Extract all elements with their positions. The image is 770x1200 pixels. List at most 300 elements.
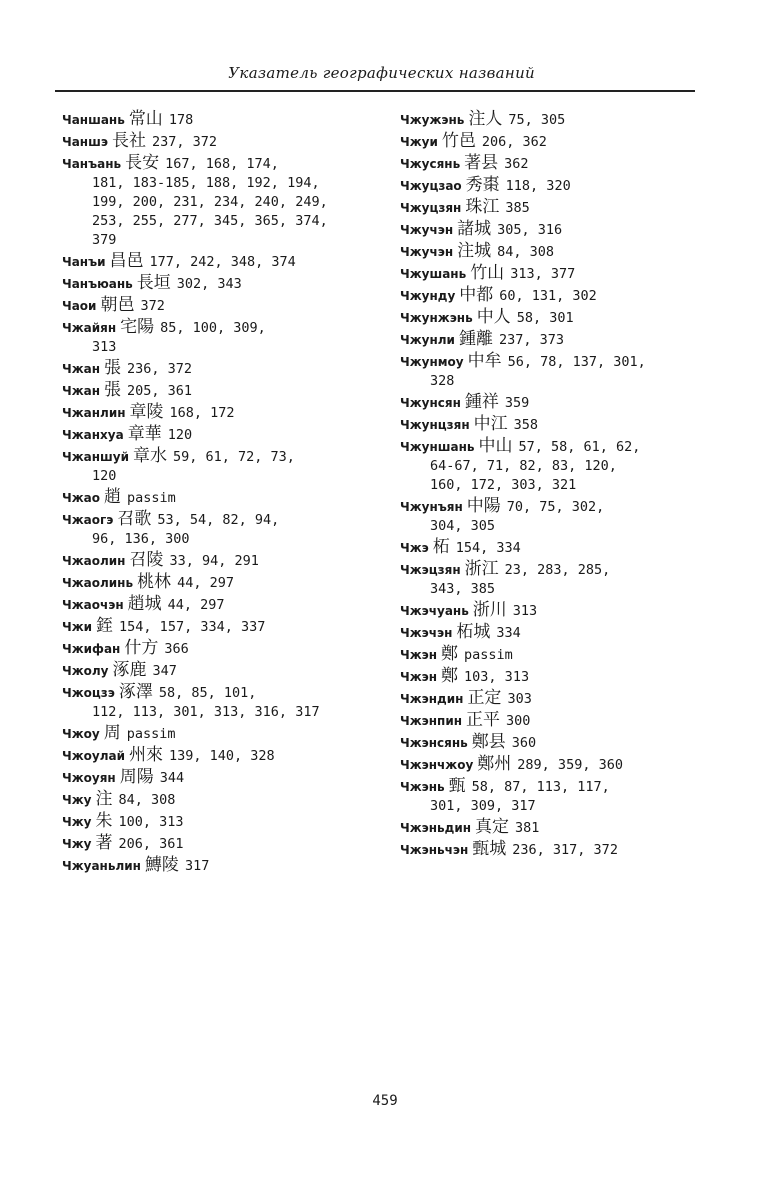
entry-term: Чжунжэнь [400,311,473,325]
entry-chinese-characters: 什方 [124,638,159,658]
entry-page-refs: 58, 85, 101, [158,685,257,701]
entry-term: Чжоуян [62,771,116,785]
entry-first-line [62,659,382,681]
entry-page-refs: 237, 373 [498,332,564,348]
index-entry [62,571,382,593]
entry-chinese-characters: 中牟 [467,351,502,371]
index-entry [62,722,382,744]
index-entry [62,593,382,615]
entry-page-refs: 253, 255, 277, 345, 365, 374, [92,213,328,229]
entry-page-refs: 301, 309, 317 [430,798,536,814]
entry-first-line [62,549,382,571]
entry-term: Чжэцзян [400,563,461,577]
entry-continuation-line [62,174,382,193]
entry-chinese-characters: 著县 [464,153,499,173]
entry-first-line [400,495,720,517]
index-entry [400,599,720,621]
entry-first-line [400,709,720,731]
entry-first-line [400,665,720,687]
index-entry [400,643,720,665]
entry-chinese-characters: 中人 [476,307,511,327]
entry-first-line [400,621,720,643]
entry-first-line [62,423,382,445]
entry-term: Чаои [62,299,97,313]
entry-chinese-characters: 宅陽 [120,317,155,337]
entry-chinese-characters: 甄城 [472,839,507,859]
index-entry [62,401,382,423]
entry-first-line [400,130,720,152]
entry-page-refs: 84, 308 [497,244,555,260]
index-entry [400,306,720,328]
entry-page-refs: 167, 168, 174, [165,156,279,172]
entry-page-refs: 120 [92,468,117,484]
entry-term: Чжунъян [400,500,463,514]
entry-term: Чжунду [400,289,456,303]
entry-first-line [62,571,382,593]
entry-chinese-characters: 趙 [103,487,121,507]
entry-chinese-characters: 長社 [111,131,146,151]
entry-chinese-characters: 銍 [96,616,114,636]
entry-first-line [400,558,720,580]
entry-page-refs: 181, 183-185, 188, 192, 194, [92,175,320,191]
index-entry [62,508,382,549]
entry-continuation-line [62,193,382,212]
entry-continuation-line [62,530,382,549]
entry-page-refs: 328 [430,373,455,389]
index-entry [400,262,720,284]
entry-first-line [62,744,382,766]
index-entry [400,413,720,435]
index-entry [400,731,720,753]
entry-term: Чжоцзэ [62,686,115,700]
entry-first-line [400,152,720,174]
entry-page-refs: 23, 283, 285, [504,562,611,578]
entry-term: Чжуншань [400,440,475,454]
index-entry [62,659,382,681]
entry-term: Чаншань [62,113,125,127]
index-entry [62,681,382,722]
entry-chinese-characters: 朱 [95,811,113,831]
index-entry [62,615,382,637]
index-entry [62,549,382,571]
index-entry [400,665,720,687]
entry-page-refs: 236, 372 [127,361,193,377]
entry-page-refs: 358 [513,417,539,433]
entry-page-refs: 359 [504,395,530,411]
entry-page-refs: 237, 372 [151,134,217,150]
entry-continuation-line [62,338,382,357]
entry-first-line [62,152,382,174]
entry-first-line [62,250,382,272]
entry-page-refs: 118, 320 [505,178,571,194]
index-entry [400,621,720,643]
entry-page-refs: 103, 313 [464,669,530,685]
entry-chinese-characters: 周陽 [119,767,154,787]
index-entry [62,316,382,357]
entry-chinese-characters: 朝邑 [100,295,135,315]
entry-first-line [62,486,382,508]
entry-term: Чжаогэ [62,513,114,527]
index-entry [400,558,720,599]
entry-page-refs: 84, 308 [118,792,176,808]
entry-term: Чжушань [400,267,467,281]
entry-term: Чжаншуй [62,450,130,464]
entry-chinese-characters: 柘城 [456,622,491,642]
index-entry [62,445,382,486]
entry-chinese-characters: 中山 [478,436,513,456]
entry-first-line [400,838,720,860]
index-entry [400,495,720,536]
index-entry [62,788,382,810]
entry-first-line [62,637,382,659]
entry-chinese-characters: 鄭县 [471,732,506,752]
entry-page-refs: 313 [512,603,538,619]
entry-page-refs: passim [126,726,176,742]
entry-chinese-characters: 注人 [468,109,503,129]
entry-page-refs: 112, 113, 301, 313, 316, 317 [92,704,320,720]
entry-first-line [400,174,720,196]
entry-chinese-characters: 趙城 [127,594,162,614]
index-entry [400,328,720,350]
entry-page-refs: 56, 78, 137, 301, [507,354,646,370]
entry-term: Чжи [62,620,93,634]
entry-page-refs: 347 [152,663,177,679]
entry-first-line [62,379,382,401]
entry-page-refs: 199, 200, 231, 234, 240, 249, [92,194,328,210]
entry-page-refs: passim [126,490,176,506]
entry-page-refs: 57, 58, 61, 62, [518,439,641,455]
entry-term: Чжэнпин [400,714,463,728]
entry-chinese-characters: 鍾離 [458,329,493,349]
entry-first-line [400,284,720,306]
entry-chinese-characters: 中都 [459,285,494,305]
entry-page-refs: 317 [184,858,210,874]
entry-chinese-characters: 著 [95,833,113,853]
entry-term: Чжэчуань [400,604,469,618]
entry-page-refs: 33, 94, 291 [169,553,259,569]
entry-term: Чаншэ [62,135,108,149]
entry-term: Чжуаньлин [62,859,141,873]
entry-first-line [400,775,720,797]
entry-page-refs: 385 [505,200,530,216]
entry-term: Чжэнчжоу [400,758,474,772]
entry-page-refs: 304, 305 [430,518,496,534]
entry-page-refs: 236, 317, 372 [512,842,618,858]
entry-page-refs: 85, 100, 309, [160,320,266,336]
entry-chinese-characters: 真定 [475,817,510,837]
entry-term: Чжэ [400,541,429,555]
entry-chinese-characters: 珠江 [465,197,500,217]
entry-page-refs: 58, 87, 113, 117, [471,779,610,795]
index-entry [62,854,382,876]
entry-chinese-characters: 鍾祥 [464,392,499,412]
index-entry [62,379,382,401]
entry-page-refs: 154, 334 [455,540,521,556]
index-entry [62,637,382,659]
index-entry [400,391,720,413]
entry-page-refs: 379 [92,232,117,248]
entry-first-line [62,272,382,294]
entry-page-refs: 300 [506,713,531,729]
entry-first-line [62,445,382,467]
entry-chinese-characters: 柘 [432,537,450,557]
index-column-left [62,108,382,876]
index-entry [62,486,382,508]
entry-page-refs: 313 [92,339,117,355]
entry-continuation-line [62,231,382,250]
entry-first-line [400,753,720,775]
entry-first-line [400,391,720,413]
entry-continuation-line [400,797,720,816]
entry-first-line [400,196,720,218]
entry-term: Чжэнсянь [400,736,468,750]
index-entry [62,810,382,832]
index-entry [400,435,720,495]
entry-term: Чжэн [400,648,438,662]
entry-continuation-line [400,476,720,495]
entry-chinese-characters: 涿澤 [118,682,153,702]
entry-chinese-characters: 長安 [125,153,160,173]
entry-first-line [400,599,720,621]
index-entry [400,753,720,775]
entry-chinese-characters: 章華 [127,424,162,444]
entry-page-refs: 360 [511,735,537,751]
entry-page-refs: 44, 297 [177,575,234,591]
entry-term: Чжэн [400,670,438,684]
entry-page-refs: 344 [159,770,185,786]
entry-first-line [400,262,720,284]
entry-term: Чанъань [62,157,122,171]
entry-page-refs: 177, 242, 348, 374 [149,254,296,270]
entry-first-line [62,810,382,832]
entry-first-line [62,294,382,316]
entry-first-line [62,832,382,854]
entry-page-refs: 96, 136, 300 [92,531,190,547]
entry-chinese-characters: 諸城 [457,219,492,239]
entry-page-refs: 154, 157, 334, 337 [119,619,266,635]
entry-first-line [400,413,720,435]
entry-term: Чжунсян [400,396,461,410]
entry-first-line [62,130,382,152]
entry-chinese-characters: 長垣 [136,273,171,293]
entry-page-refs: 366 [164,641,189,657]
entry-page-refs: 381 [515,820,540,836]
entry-chinese-characters: 竹山 [470,263,505,283]
entry-page-refs: 168, 172 [169,405,235,421]
entry-term: Чжу [62,837,92,851]
index-entry [400,775,720,816]
entry-chinese-characters: 浙江 [464,559,499,579]
entry-first-line [400,108,720,130]
index-entry [400,240,720,262]
entry-page-refs: 160, 172, 303, 321 [430,477,577,493]
entry-continuation-line [400,517,720,536]
entry-page-refs: 70, 75, 302, [506,499,605,515]
entry-first-line [62,508,382,530]
entry-page-refs: 289, 359, 360 [517,757,623,773]
entry-chinese-characters: 鄭 [441,666,459,686]
entry-chinese-characters: 召歌 [117,509,152,529]
entry-page-refs: 206, 361 [118,836,184,852]
index-entry [400,152,720,174]
entry-continuation-line [62,467,382,486]
entry-chinese-characters: 鄭 [441,644,459,664]
entry-chinese-characters: 周 [103,723,121,743]
entry-term: Чжанлин [62,406,126,420]
index-entry [400,687,720,709]
entry-term: Чжу [62,793,92,807]
entry-term: Чжанхуа [62,428,124,442]
index-entry [400,130,720,152]
entry-chinese-characters: 桃林 [137,572,172,592]
index-column-right [400,108,720,860]
entry-chinese-characters: 竹邑 [441,131,476,151]
entry-term: Чжаолинь [62,576,134,590]
index-entry [62,130,382,152]
index-entry [62,832,382,854]
entry-page-refs: 120 [167,427,193,443]
entry-chinese-characters: 中江 [473,414,508,434]
entry-chinese-characters: 鄭州 [477,754,512,774]
entry-term: Чжаочэн [62,598,124,612]
entry-chinese-characters: 正平 [466,710,501,730]
running-header [55,62,695,92]
entry-term: Чжуи [400,135,438,149]
index-entry [400,350,720,391]
entry-first-line [400,536,720,558]
entry-page-refs: 64-67, 71, 82, 83, 120, [430,458,617,474]
entry-term: Чанъюань [62,277,133,291]
entry-term: Чжэньчэн [400,843,469,857]
entry-page-refs: 53, 54, 82, 94, [157,512,280,528]
entry-first-line [400,218,720,240]
index-entry [62,423,382,445]
entry-first-line [62,357,382,379]
entry-first-line [400,350,720,372]
index-entry [62,250,382,272]
entry-term: Чжунмоу [400,355,464,369]
entry-chinese-characters: 常山 [128,109,163,129]
entry-first-line [62,788,382,810]
entry-term: Чжан [62,384,101,398]
entry-chinese-characters: 注城 [457,241,492,261]
entry-first-line [62,766,382,788]
entry-first-line [62,316,382,338]
entry-chinese-characters: 中陽 [466,496,501,516]
entry-first-line [62,108,382,130]
entry-continuation-line [62,212,382,231]
entry-page-refs: 59, 61, 72, 73, [173,449,295,465]
entry-chinese-characters: 甄 [448,776,466,796]
entry-term: Чжайян [62,321,117,335]
index-entry [400,108,720,130]
index-entry [400,709,720,731]
entry-chinese-characters: 正定 [467,688,502,708]
entry-continuation-line [62,703,382,722]
entry-continuation-line [400,580,720,599]
entry-term: Чжао [62,491,100,505]
entry-first-line [62,681,382,703]
index-entry [62,272,382,294]
entry-chinese-characters: 注 [95,789,113,809]
entry-first-line [400,435,720,457]
entry-term: Чжуцзян [400,201,462,215]
entry-first-line [62,722,382,744]
index-entry [62,294,382,316]
entry-page-refs: 60, 131, 302 [499,288,597,304]
entry-page-refs: 313, 377 [510,266,576,282]
header-title: Указатель географических названий [228,64,535,82]
entry-first-line [400,643,720,665]
index-entry [62,744,382,766]
entry-first-line [400,731,720,753]
entry-term: Чжолу [62,664,109,678]
entry-term: Чанъи [62,255,106,269]
entry-page-refs: 302, 343 [176,276,242,292]
index-entry [400,218,720,240]
entry-chinese-characters: 鱄陵 [144,855,179,875]
entry-page-refs: 303 [507,691,532,707]
entry-term: Чжуцзао [400,179,462,193]
entry-page-refs: 58, 301 [516,310,574,326]
index-entry [62,152,382,250]
entry-page-refs: 362 [504,156,529,172]
index-entry [400,284,720,306]
index-entry [62,108,382,130]
entry-term: Чжэньдин [400,821,472,835]
entry-page-refs: 44, 297 [167,597,225,613]
entry-term: Чжоу [62,727,100,741]
index-entry [400,196,720,218]
entry-page-refs: 178 [168,112,194,128]
page-number: 459 [372,1093,398,1109]
entry-first-line [400,240,720,262]
entry-chinese-characters: 州來 [129,745,163,765]
entry-term: Чжэндин [400,692,464,706]
entry-continuation-line [400,457,720,476]
entry-page-refs: 334 [496,625,521,641]
index-entry [62,766,382,788]
entry-term: Чжоулай [62,749,125,763]
entry-term: Чжаолин [62,554,126,568]
entry-page-refs: 75, 305 [508,112,566,128]
index-entry [400,174,720,196]
entry-term: Чжусянь [400,157,461,171]
entry-page-refs: 206, 362 [481,134,547,150]
index-entry [400,816,720,838]
entry-first-line [400,306,720,328]
entry-first-line [62,593,382,615]
entry-page-refs: 372 [140,298,165,314]
index-entry [62,357,382,379]
entry-term: Чжу [62,815,92,829]
entry-term: Чжунцзян [400,418,470,432]
entry-chinese-characters: 章水 [133,446,168,466]
entry-chinese-characters: 召陵 [129,550,164,570]
entry-first-line [62,401,382,423]
entry-first-line [62,615,382,637]
entry-term: Чжифан [62,642,121,656]
entry-term: Чжужэнь [400,113,465,127]
index-entry [400,838,720,860]
entry-term: Чжунли [400,333,455,347]
entry-chinese-characters: 涿鹿 [112,660,147,680]
entry-term: Чжучэн [400,223,454,237]
entry-chinese-characters: 昌邑 [109,251,144,271]
entry-page-refs: 343, 385 [430,581,496,597]
entry-first-line [400,687,720,709]
entry-term: Чжэнь [400,780,445,794]
